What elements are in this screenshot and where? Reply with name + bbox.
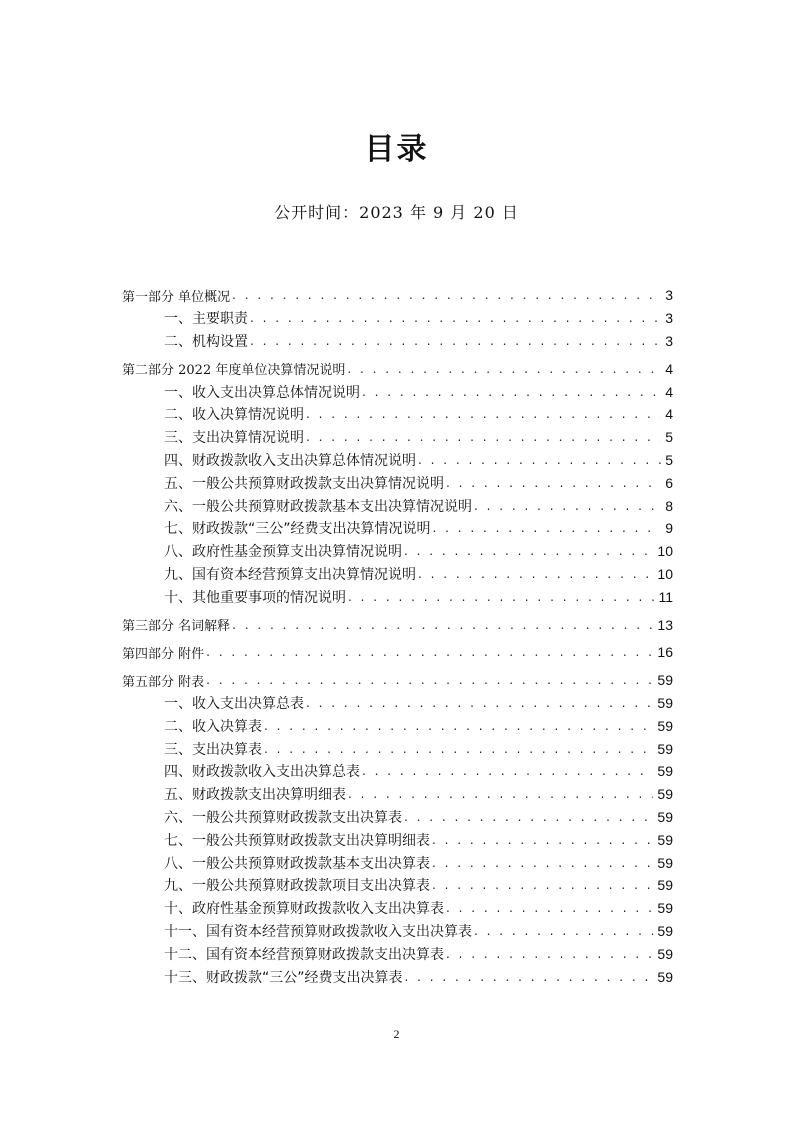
toc-entry-page: 13	[657, 616, 673, 633]
toc-entry-page: 59	[657, 694, 673, 711]
publish-time: 公开时间：2023 年 9 月 20 日	[274, 203, 519, 222]
toc-entry-title: 第一部分 单位概况	[122, 289, 231, 305]
toc-entry[interactable]	[122, 380, 673, 403]
toc-leader-dots	[446, 901, 653, 915]
toc-entry[interactable]	[122, 540, 673, 563]
toc-entry-page: 59	[657, 854, 673, 871]
toc-entry-page: 59	[657, 922, 673, 939]
toc-entry[interactable]	[122, 714, 673, 737]
toc-entry-page: 59	[657, 763, 673, 780]
page-title: 目录	[364, 132, 429, 167]
toc-entry-title: 二、收入决算表	[164, 718, 262, 735]
toc-entry-title: 一、收入支出决算总体情况说明	[164, 384, 360, 401]
toc-leader-dots	[418, 567, 653, 581]
toc-leader-dots	[306, 696, 653, 710]
toc-leader-dots	[206, 673, 653, 687]
toc-entry-title: 六、一般公共预算财政拨款基本支出决算情况说明	[164, 498, 472, 515]
toc-entry-page: 59	[657, 945, 673, 962]
toc-entry[interactable]	[122, 330, 673, 353]
toc-entry-title: 二、机构设置	[164, 333, 248, 350]
toc-entry-title: 四、财政拨款收入支出决算总体情况说明	[164, 452, 416, 469]
toc-leader-dots	[250, 334, 661, 348]
toc-leader-dots	[362, 385, 661, 399]
toc-leader-dots	[264, 742, 653, 756]
toc-entry-title: 十、政府性基金预算财政拨款收入支出决算表	[164, 901, 444, 918]
toc-entry[interactable]	[122, 760, 673, 783]
toc-entry-page: 59	[657, 740, 673, 757]
toc-entry[interactable]	[122, 284, 673, 307]
toc-entry-page: 11	[658, 588, 673, 605]
toc-entry-page: 10	[657, 565, 673, 582]
toc-leader-dots	[306, 430, 661, 444]
toc-entry-page: 59	[657, 968, 673, 985]
toc-leader-dots	[347, 362, 661, 376]
toc-leader-dots	[474, 499, 661, 513]
toc-entry-title: 十三、财政拨款“三公”经费支出决算表	[164, 969, 403, 986]
toc-entry-title: 六、一般公共预算财政拨款支出决算表	[164, 809, 402, 826]
toc-leader-dots	[232, 288, 661, 302]
toc-entry-title: 第五部分 附表	[122, 674, 205, 690]
toc-entry-page: 16	[657, 644, 673, 661]
toc-entry-title: 第三部分 名词解释	[122, 619, 231, 635]
toc-entry-title: 三、支出决算情况说明	[164, 430, 304, 447]
toc-entry[interactable]	[122, 828, 673, 851]
toc-entry-page: 59	[657, 672, 673, 689]
toc-leader-dots	[433, 521, 662, 535]
toc-leader-dots	[348, 590, 654, 604]
toc-entry-title: 十、其他重要事项的情况说明	[164, 589, 346, 606]
toc-entry-page: 3	[665, 332, 673, 349]
toc-entry-page: 59	[657, 717, 673, 734]
toc-entry[interactable]	[122, 563, 673, 586]
toc-entry[interactable]	[122, 669, 673, 692]
page-number: 2	[393, 1027, 400, 1041]
toc-entry[interactable]	[122, 692, 673, 715]
toc-entry[interactable]	[122, 897, 673, 920]
toc-entry[interactable]	[122, 874, 673, 897]
toc-leader-dots	[404, 810, 653, 824]
toc-leader-dots	[446, 476, 661, 490]
toc-leader-dots	[348, 787, 653, 801]
toc-entry[interactable]	[122, 920, 673, 943]
toc-entry[interactable]	[122, 641, 673, 664]
toc-entry-title: 九、国有资本经营预算支出决算情况说明	[164, 566, 416, 583]
toc-entry[interactable]	[122, 307, 673, 330]
toc-leader-dots	[250, 311, 661, 325]
toc-entry-page: 6	[665, 474, 673, 491]
toc-entry-title: 七、一般公共预算财政拨款支出决算明细表	[164, 832, 430, 849]
toc-entry[interactable]	[122, 403, 673, 426]
toc-leader-dots	[432, 878, 653, 892]
toc-leader-dots	[232, 618, 653, 632]
toc-leader-dots	[474, 924, 653, 938]
toc-entry[interactable]	[122, 942, 673, 965]
toc-entry-page: 9	[665, 520, 673, 537]
toc-entry-page: 4	[665, 360, 673, 377]
toc-entry-title: 十二、国有资本经营预算财政拨款支出决算表	[164, 946, 444, 963]
toc-entry-title: 四、财政拨款收入支出决算总表	[164, 764, 360, 781]
toc-entry-title: 七、财政拨款“三公”经费支出决算情况说明	[164, 521, 431, 538]
toc-entry-page: 4	[665, 406, 673, 423]
toc-entry-title: 九、一般公共预算财政拨款项目支出决算表	[164, 878, 430, 895]
toc-entry[interactable]	[122, 737, 673, 760]
toc-entry-page: 5	[665, 429, 673, 446]
toc-entry-title: 一、收入支出决算总表	[164, 695, 304, 712]
toc-entry-title: 三、支出决算表	[164, 741, 262, 758]
toc-entry[interactable]	[122, 613, 673, 636]
toc-entry[interactable]	[122, 965, 673, 988]
toc-entry[interactable]	[122, 494, 673, 517]
toc-entry-title: 一、主要职责	[164, 311, 248, 328]
toc-entry[interactable]	[122, 806, 673, 829]
toc-entry[interactable]	[122, 426, 673, 449]
toc-leader-dots	[418, 453, 661, 467]
toc-entry-page: 59	[657, 900, 673, 917]
toc-leader-dots	[446, 947, 653, 961]
toc-entry-title: 十一、国有资本经营预算财政拨款收入支出决算表	[164, 923, 472, 940]
toc-entry[interactable]	[122, 851, 673, 874]
toc-leader-dots	[264, 719, 653, 733]
toc-entry-page: 5	[665, 451, 673, 468]
toc-entry-page: 59	[657, 877, 673, 894]
toc-entry-page: 59	[657, 831, 673, 848]
toc-entry-page: 59	[657, 808, 673, 825]
toc-entry-title: 二、收入决算情况说明	[164, 407, 304, 424]
toc-entry[interactable]	[122, 449, 673, 472]
toc-entry[interactable]	[122, 517, 673, 540]
toc-entry[interactable]	[122, 783, 673, 806]
toc-entry-page: 59	[657, 786, 673, 803]
toc-entry[interactable]	[122, 471, 673, 494]
toc-entry[interactable]	[122, 585, 673, 608]
toc-leader-dots	[405, 970, 654, 984]
toc-entry-title: 五、财政拨款支出决算明细表	[164, 787, 346, 804]
toc-leader-dots	[206, 645, 653, 659]
toc-leader-dots	[404, 544, 653, 558]
table-of-contents	[122, 284, 673, 988]
toc-leader-dots	[306, 407, 661, 421]
toc-entry-title: 第四部分 附件	[122, 646, 205, 662]
toc-entry-title: 八、政府性基金预算支出决算情况说明	[164, 544, 402, 561]
toc-leader-dots	[432, 833, 653, 847]
toc-entry-title: 第二部分 2022 年度单位决算情况说明	[122, 363, 346, 379]
toc-entry-page: 10	[657, 543, 673, 560]
toc-entry-title: 八、一般公共预算财政拨款基本支出决算表	[164, 855, 430, 872]
toc-entry-page: 8	[665, 497, 673, 514]
toc-entry-page: 3	[665, 287, 673, 304]
toc-entry-title: 五、一般公共预算财政拨款支出决算情况说明	[164, 475, 444, 492]
toc-entry-page: 3	[665, 310, 673, 327]
toc-entry-page: 4	[665, 383, 673, 400]
toc-leader-dots	[362, 764, 653, 778]
toc-leader-dots	[432, 856, 653, 870]
toc-entry[interactable]	[122, 357, 673, 380]
